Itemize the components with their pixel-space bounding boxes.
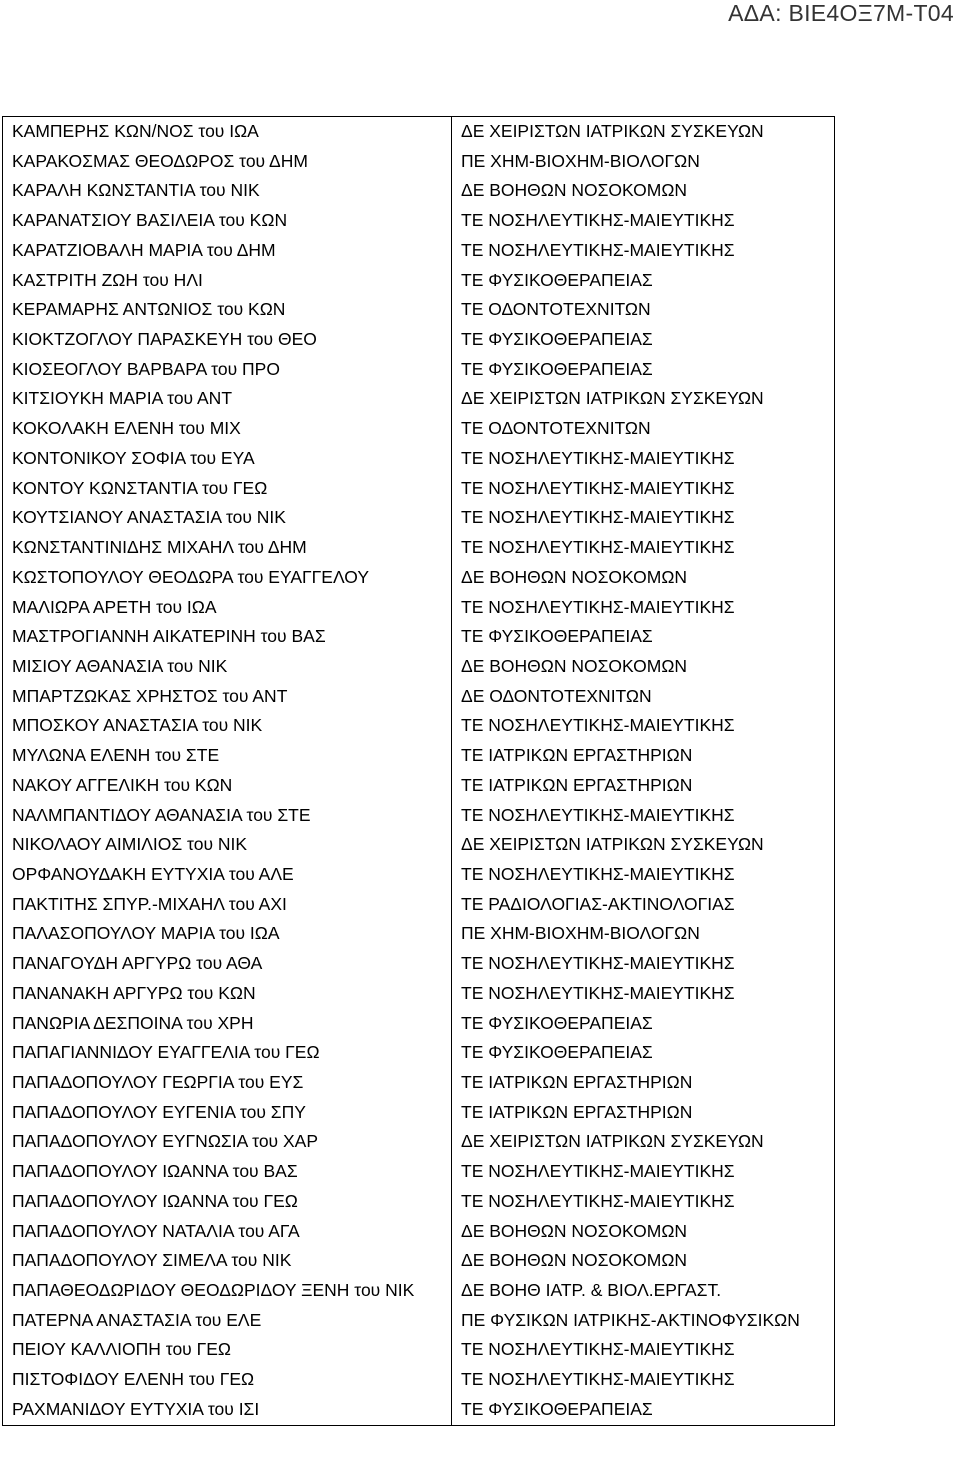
specialty-cell: ΤΕ ΡΑΔΙΟΛΟΓΙΑΣ-ΑΚΤΙΝΟΛΟΓΙΑΣ xyxy=(452,890,835,920)
table-row xyxy=(3,979,835,1009)
employee-name-cell: ΚΟΝΤΟΥ ΚΩΝΣΤΑΝΤΙΑ του ΓΕΩ xyxy=(3,474,452,504)
specialty-cell: ΤΕ ΝΟΣΗΛΕΥΤΙΚΗΣ-ΜΑΙΕΥΤΙΚΗΣ xyxy=(452,593,835,623)
table-row xyxy=(3,1365,835,1395)
specialty-cell: ΤΕ ΝΟΣΗΛΕΥΤΙΚΗΣ-ΜΑΙΕΥΤΙΚΗΣ xyxy=(452,1187,835,1217)
specialty-cell: ΠΕ ΧΗΜ-ΒΙΟΧΗΜ-ΒΙΟΛΟΓΩΝ xyxy=(452,147,835,177)
table-row xyxy=(3,444,835,474)
table-row xyxy=(3,1306,835,1336)
employee-name-cell: ΚΟΥΤΣΙΑΝΟΥ ΑΝΑΣΤΑΣΙΑ του ΝΙΚ xyxy=(3,503,452,533)
employee-name-cell: ΚΩΝΣΤΑΝΤΙΝΙΔΗΣ ΜΙΧΑΗΛ του ΔΗΜ xyxy=(3,533,452,563)
specialty-cell: ΤΕ ΦΥΣΙΚΟΘΕΡΑΠΕΙΑΣ xyxy=(452,266,835,296)
employee-name-cell: ΜΑΛΙΩΡΑ ΑΡΕΤΗ του ΙΩΑ xyxy=(3,593,452,623)
specialty-cell: ΤΕ ΝΟΣΗΛΕΥΤΙΚΗΣ-ΜΑΙΕΥΤΙΚΗΣ xyxy=(452,206,835,236)
specialty-cell: ΤΕ ΝΟΣΗΛΕΥΤΙΚΗΣ-ΜΑΙΕΥΤΙΚΗΣ xyxy=(452,236,835,266)
table-row xyxy=(3,147,835,177)
specialty-cell: ΤΕ ΙΑΤΡΙΚΩΝ ΕΡΓΑΣΤΗΡΙΩΝ xyxy=(452,1068,835,1098)
specialty-cell: ΤΕ ΝΟΣΗΛΕΥΤΙΚΗΣ-ΜΑΙΕΥΤΙΚΗΣ xyxy=(452,801,835,831)
specialty-cell: ΤΕ ΝΟΣΗΛΕΥΤΙΚΗΣ-ΜΑΙΕΥΤΙΚΗΣ xyxy=(452,979,835,1009)
employee-name-cell: ΝΑΚΟΥ ΑΓΓΕΛΙΚΗ του ΚΩΝ xyxy=(3,771,452,801)
table-row xyxy=(3,563,835,593)
employee-name-cell: ΠΑΝΩΡΙΑ ΔΕΣΠΟΙΝΑ του ΧΡΗ xyxy=(3,1009,452,1039)
employee-name-cell: ΚΑΡΑΚΟΣΜΑΣ ΘΕΟΔΩΡΟΣ του ΔΗΜ xyxy=(3,147,452,177)
table-row xyxy=(3,1068,835,1098)
table-row xyxy=(3,682,835,712)
employee-name-cell: ΚΑΜΠΕΡΗΣ ΚΩΝ/ΝΟΣ του ΙΩΑ xyxy=(3,117,452,147)
specialty-cell: ΤΕ ΙΑΤΡΙΚΩΝ ΕΡΓΑΣΤΗΡΙΩΝ xyxy=(452,741,835,771)
table-row xyxy=(3,1098,835,1128)
specialty-cell: ΔΕ ΧΕΙΡΙΣΤΩΝ ΙΑΤΡΙΚΩΝ ΣΥΣΚΕΥΩΝ xyxy=(452,1127,835,1157)
table-row xyxy=(3,711,835,741)
table-row xyxy=(3,1157,835,1187)
table-row xyxy=(3,384,835,414)
specialty-cell: ΤΕ ΟΔΟΝΤΟΤΕΧΝΙΤΩΝ xyxy=(452,414,835,444)
specialty-cell: ΤΕ ΦΥΣΙΚΟΘΕΡΑΠΕΙΑΣ xyxy=(452,1038,835,1068)
employee-name-cell: ΚΟΝΤΟΝΙΚΟΥ ΣΟΦΙΑ του ΕΥΑ xyxy=(3,444,452,474)
table-row xyxy=(3,206,835,236)
employee-name-cell: ΠΑΠΑΔΟΠΟΥΛΟΥ ΓΕΩΡΓΙΑ του ΕΥΣ xyxy=(3,1068,452,1098)
specialty-cell: ΠΕ ΧΗΜ-ΒΙΟΧΗΜ-ΒΙΟΛΟΓΩΝ xyxy=(452,919,835,949)
specialty-cell: ΔΕ ΟΔΟΝΤΟΤΕΧΝΙΤΩΝ xyxy=(452,682,835,712)
employee-name-cell: ΠΑΤΕΡΝΑ ΑΝΑΣΤΑΣΙΑ του ΕΛΕ xyxy=(3,1306,452,1336)
employee-name-cell: ΠΕΙΟΥ ΚΑΛΛΙΟΠΗ του ΓΕΩ xyxy=(3,1335,452,1365)
table-row xyxy=(3,1038,835,1068)
employee-name-cell: ΟΡΦΑΝΟΥΔΑΚΗ ΕΥΤΥΧΙΑ του ΑΛΕ xyxy=(3,860,452,890)
employee-name-cell: ΠΑΠΑΔΟΠΟΥΛΟΥ ΕΥΓΝΩΣΙΑ του ΧΑΡ xyxy=(3,1127,452,1157)
employee-name-cell: ΠΑΠΑΔΟΠΟΥΛΟΥ ΝΑΤΑΛΙΑ του ΑΓΑ xyxy=(3,1217,452,1247)
employee-name-cell: ΚΟΚΟΛΑΚΗ ΕΛΕΝΗ του ΜΙΧ xyxy=(3,414,452,444)
table-row xyxy=(3,1009,835,1039)
table-row xyxy=(3,1246,835,1276)
table-row xyxy=(3,1127,835,1157)
specialty-cell: ΤΕ ΦΥΣΙΚΟΘΕΡΑΠΕΙΑΣ xyxy=(452,1395,835,1425)
table-row xyxy=(3,622,835,652)
table-row xyxy=(3,117,835,147)
employee-name-cell: ΠΑΠΑΔΟΠΟΥΛΟΥ ΕΥΓΕΝΙΑ του ΣΠΥ xyxy=(3,1098,452,1128)
staff-table-body xyxy=(3,117,835,1426)
table-row xyxy=(3,1276,835,1306)
table-row xyxy=(3,325,835,355)
specialty-cell: ΔΕ ΧΕΙΡΙΣΤΩΝ ΙΑΤΡΙΚΩΝ ΣΥΣΚΕΥΩΝ xyxy=(452,384,835,414)
employee-name-cell: ΜΑΣΤΡΟΓΙΑΝΝΗ ΑΙΚΑΤΕΡΙΝΗ του ΒΑΣ xyxy=(3,622,452,652)
employee-name-cell: ΚΑΡΑΛΗ ΚΩΝΣΤΑΝΤΙΑ του ΝΙΚ xyxy=(3,176,452,206)
specialty-cell: ΤΕ ΙΑΤΡΙΚΩΝ ΕΡΓΑΣΤΗΡΙΩΝ xyxy=(452,771,835,801)
table-row xyxy=(3,741,835,771)
table-row xyxy=(3,771,835,801)
specialty-cell: ΤΕ ΦΥΣΙΚΟΘΕΡΑΠΕΙΑΣ xyxy=(452,1009,835,1039)
specialty-cell: ΤΕ ΝΟΣΗΛΕΥΤΙΚΗΣ-ΜΑΙΕΥΤΙΚΗΣ xyxy=(452,949,835,979)
table-row xyxy=(3,295,835,325)
specialty-cell: ΤΕ ΝΟΣΗΛΕΥΤΙΚΗΣ-ΜΑΙΕΥΤΙΚΗΣ xyxy=(452,860,835,890)
table-row xyxy=(3,503,835,533)
employee-name-cell: ΚΩΣΤΟΠΟΥΛΟΥ ΘΕΟΔΩΡΑ του ΕΥΑΓΓΕΛΟΥ xyxy=(3,563,452,593)
table-row xyxy=(3,266,835,296)
specialty-cell: ΔΕ ΧΕΙΡΙΣΤΩΝ ΙΑΤΡΙΚΩΝ ΣΥΣΚΕΥΩΝ xyxy=(452,830,835,860)
employee-name-cell: ΜΠΟΣΚΟΥ ΑΝΑΣΤΑΣΙΑ του ΝΙΚ xyxy=(3,711,452,741)
specialty-cell: ΤΕ ΝΟΣΗΛΕΥΤΙΚΗΣ-ΜΑΙΕΥΤΙΚΗΣ xyxy=(452,1335,835,1365)
employee-name-cell: ΜΠΑΡΤΖΩΚΑΣ ΧΡΗΣΤΟΣ του ΑΝΤ xyxy=(3,682,452,712)
specialty-cell: ΤΕ ΝΟΣΗΛΕΥΤΙΚΗΣ-ΜΑΙΕΥΤΙΚΗΣ xyxy=(452,444,835,474)
table-row xyxy=(3,474,835,504)
table-row xyxy=(3,1395,835,1425)
specialty-cell: ΤΕ ΟΔΟΝΤΟΤΕΧΝΙΤΩΝ xyxy=(452,295,835,325)
specialty-cell: ΔΕ ΒΟΗΘ ΙΑΤΡ. & ΒΙΟΛ.ΕΡΓΑΣΤ. xyxy=(452,1276,835,1306)
table-row xyxy=(3,1335,835,1365)
table-row xyxy=(3,830,835,860)
table-row xyxy=(3,176,835,206)
specialty-cell: ΔΕ ΒΟΗΘΩΝ ΝΟΣΟΚΟΜΩΝ xyxy=(452,176,835,206)
employee-name-cell: ΚΑΡΑΤΖΙΟΒΑΛΗ ΜΑΡΙΑ του ΔΗΜ xyxy=(3,236,452,266)
table-row xyxy=(3,236,835,266)
employee-name-cell: ΚΑΣΤΡΙΤΗ ΖΩΗ του ΗΛΙ xyxy=(3,266,452,296)
table-row xyxy=(3,919,835,949)
table-row xyxy=(3,355,835,385)
employee-name-cell: ΠΑΚΤΙΤΗΣ ΣΠΥΡ.-ΜΙΧΑΗΛ του ΑΧΙ xyxy=(3,890,452,920)
employee-name-cell: ΠΙΣΤΟΦΙΔΟΥ ΕΛΕΝΗ του ΓΕΩ xyxy=(3,1365,452,1395)
table-row xyxy=(3,890,835,920)
specialty-cell: ΔΕ ΒΟΗΘΩΝ ΝΟΣΟΚΟΜΩΝ xyxy=(452,1246,835,1276)
document-code: ΑΔΑ: ΒΙΕ4ΟΞ7Μ-Τ04 xyxy=(728,0,954,26)
employee-name-cell: ΠΑΠΑΔΟΠΟΥΛΟΥ ΙΩΑΝΝΑ του ΓΕΩ xyxy=(3,1187,452,1217)
table-row xyxy=(3,414,835,444)
employee-name-cell: ΠΑΠΑΘΕΟΔΩΡΙΔΟΥ ΘΕΟΔΩΡΙΔΟΥ ΞΕΝΗ του ΝΙΚ xyxy=(3,1276,452,1306)
specialty-cell: ΤΕ ΦΥΣΙΚΟΘΕΡΑΠΕΙΑΣ xyxy=(452,355,835,385)
specialty-cell: ΔΕ ΒΟΗΘΩΝ ΝΟΣΟΚΟΜΩΝ xyxy=(452,563,835,593)
specialty-cell: ΤΕ ΝΟΣΗΛΕΥΤΙΚΗΣ-ΜΑΙΕΥΤΙΚΗΣ xyxy=(452,474,835,504)
specialty-cell: ΔΕ ΒΟΗΘΩΝ ΝΟΣΟΚΟΜΩΝ xyxy=(452,1217,835,1247)
specialty-cell: ΤΕ ΙΑΤΡΙΚΩΝ ΕΡΓΑΣΤΗΡΙΩΝ xyxy=(452,1098,835,1128)
table-row xyxy=(3,860,835,890)
employee-name-cell: ΝΑΛΜΠΑΝΤΙΔΟΥ ΑΘΑΝΑΣΙΑ του ΣΤΕ xyxy=(3,801,452,831)
employee-name-cell: ΚΙΟΣΕΟΓΛΟΥ ΒΑΡΒΑΡΑ του ΠΡΟ xyxy=(3,355,452,385)
employee-name-cell: ΚΙΤΣΙΟΥΚΗ ΜΑΡΙΑ του ΑΝΤ xyxy=(3,384,452,414)
specialty-cell: ΤΕ ΝΟΣΗΛΕΥΤΙΚΗΣ-ΜΑΙΕΥΤΙΚΗΣ xyxy=(452,711,835,741)
staff-table xyxy=(2,116,835,1426)
employee-name-cell: ΜΙΣΙΟΥ ΑΘΑΝΑΣΙΑ του ΝΙΚ xyxy=(3,652,452,682)
table-row xyxy=(3,652,835,682)
employee-name-cell: ΜΥΛΩΝΑ ΕΛΕΝΗ του ΣΤΕ xyxy=(3,741,452,771)
employee-name-cell: ΝΙΚΟΛΑΟΥ ΑΙΜΙΛΙΟΣ του ΝΙΚ xyxy=(3,830,452,860)
specialty-cell: ΠΕ ΦΥΣΙΚΩΝ ΙΑΤΡΙΚΗΣ-ΑΚΤΙΝΟΦΥΣΙΚΩΝ xyxy=(452,1306,835,1336)
employee-name-cell: ΚΑΡΑΝΑΤΣΙΟΥ ΒΑΣΙΛΕΙΑ του ΚΩΝ xyxy=(3,206,452,236)
specialty-cell: ΤΕ ΝΟΣΗΛΕΥΤΙΚΗΣ-ΜΑΙΕΥΤΙΚΗΣ xyxy=(452,533,835,563)
employee-name-cell: ΠΑΝΑΓΟΥΔΗ ΑΡΓΥΡΩ του ΑΘΑ xyxy=(3,949,452,979)
specialty-cell: ΔΕ ΧΕΙΡΙΣΤΩΝ ΙΑΤΡΙΚΩΝ ΣΥΣΚΕΥΩΝ xyxy=(452,117,835,147)
table-row xyxy=(3,1217,835,1247)
employee-name-cell: ΚΕΡΑΜΑΡΗΣ ΑΝΤΩΝΙΟΣ του ΚΩΝ xyxy=(3,295,452,325)
table-row xyxy=(3,801,835,831)
specialty-cell: ΤΕ ΝΟΣΗΛΕΥΤΙΚΗΣ-ΜΑΙΕΥΤΙΚΗΣ xyxy=(452,1365,835,1395)
employee-name-cell: ΠΑΠΑΔΟΠΟΥΛΟΥ ΣΙΜΕΛΑ του ΝΙΚ xyxy=(3,1246,452,1276)
specialty-cell: ΤΕ ΝΟΣΗΛΕΥΤΙΚΗΣ-ΜΑΙΕΥΤΙΚΗΣ xyxy=(452,503,835,533)
specialty-cell: ΤΕ ΝΟΣΗΛΕΥΤΙΚΗΣ-ΜΑΙΕΥΤΙΚΗΣ xyxy=(452,1157,835,1187)
employee-name-cell: ΠΑΝΑΝΑΚΗ ΑΡΓΥΡΩ του ΚΩΝ xyxy=(3,979,452,1009)
table-row xyxy=(3,949,835,979)
specialty-cell: ΤΕ ΦΥΣΙΚΟΘΕΡΑΠΕΙΑΣ xyxy=(452,622,835,652)
employee-name-cell: ΚΙΟΚΤΖΟΓΛΟΥ ΠΑΡΑΣΚΕΥΗ του ΘΕΟ xyxy=(3,325,452,355)
table-row xyxy=(3,533,835,563)
table-row xyxy=(3,1187,835,1217)
employee-name-cell: ΡΑΧΜΑΝΙΔΟΥ ΕΥΤΥΧΙΑ του ΙΣΙ xyxy=(3,1395,452,1425)
employee-name-cell: ΠΑΛΑΣΟΠΟΥΛΟΥ ΜΑΡΙΑ του ΙΩΑ xyxy=(3,919,452,949)
employee-name-cell: ΠΑΠΑΓΙΑΝΝΙΔΟΥ ΕΥΑΓΓΕΛΙΑ του ΓΕΩ xyxy=(3,1038,452,1068)
specialty-cell: ΔΕ ΒΟΗΘΩΝ ΝΟΣΟΚΟΜΩΝ xyxy=(452,652,835,682)
employee-name-cell: ΠΑΠΑΔΟΠΟΥΛΟΥ ΙΩΑΝΝΑ του ΒΑΣ xyxy=(3,1157,452,1187)
specialty-cell: ΤΕ ΦΥΣΙΚΟΘΕΡΑΠΕΙΑΣ xyxy=(452,325,835,355)
table-row xyxy=(3,593,835,623)
